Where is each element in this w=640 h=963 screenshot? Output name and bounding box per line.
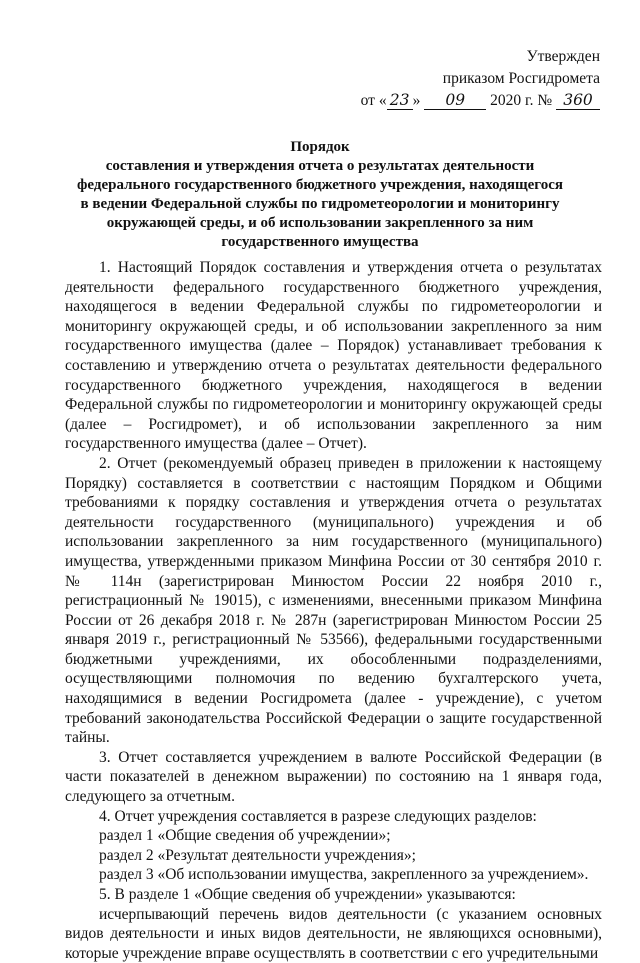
document-title — [40, 138, 600, 252]
paragraph-5: 5. В разделе 1 «Общие сведения об учреждении» указываются: — [99, 886, 516, 903]
title-line: окружающей среды, и об использовании закрепленного за ним — [106, 215, 534, 231]
approval-year-suffix: 2020 г. № — [490, 92, 553, 109]
section-item-2: раздел 2 «Результат деятельности учреждения»; — [99, 846, 416, 864]
title-line: в ведении Федеральной службы по гидрометеорологии и мониторингу — [80, 196, 560, 212]
approval-month-handwritten: 09 — [424, 92, 486, 110]
paragraph-2: 2. Отчет (рекомендуемый образец приведен в приложении к настоящему Порядку) составляется в соответствии с настоящим Порядком и Общими требованиями к порядку составления и утверждения отчета о результатах деятельности государственного (муниципального) учреждения и об использовании закрепленного за ним государственного (муниципального) имущества, утвержденными приказом Минфина России от 30 сентября 2010 г. № 114н (зарегистрирован Минюстом России 22 ноября 2010 г., регистрационный № 19015), с изменениями, внесенными приказом Минфина России от 26 декабря 2018 г. № 287н (зарегистрирован Минюстом России 25 января 2019 г., регистрационный № 53566), федеральными государственными бюджетными учреждениями, их обособленными подразделениями, осуществляющими полномочия по ведению бухгалтерского учета, находящимися в ведении Росгидромета (далее - учреждение), с учетом требований законодательства Российской Федерации о защите государственной тайны. — [65, 454, 602, 747]
document-body — [65, 258, 602, 963]
approval-from-prefix: от « — [360, 92, 387, 109]
title-line: государственного имущества — [221, 234, 419, 250]
approval-number-handwritten: 360 — [556, 92, 600, 110]
paragraph-4: 4. Отчет учреждения составляется в разрезе следующих разделов: — [99, 807, 537, 825]
title-heading: Порядок — [290, 139, 350, 155]
approval-day-handwritten: 23 — [387, 92, 413, 110]
title-line: федерального государственного бюджетного учреждения, находящегося — [77, 177, 563, 193]
section-item-3: раздел 3 «Об использовании имущества, закрепленного за учреждением». — [99, 866, 589, 884]
approval-from-mid: » — [412, 92, 421, 109]
paragraph-3: 3. Отчет составляется учреждением в валюте Российской Федерации (в части показателей в денежном выражении) по состоянию на 1 января года, следующего за отчетным. — [65, 748, 602, 806]
section-item-1: раздел 1 «Общие сведения об учреждении»; — [99, 827, 391, 845]
approval-line-1: Утвержден — [526, 48, 600, 65]
approval-date-line — [340, 90, 600, 112]
approval-stamp — [340, 46, 600, 112]
paragraph-5-text: исчерпывающий перечень видов деятельности (с указанием основных видов деятельности и иных видов деятельности, не являющихся основными), которые учреждение вправе осуществлять в соответствии с его учредительными — [65, 905, 602, 962]
paragraph-1: 1. Настоящий Порядок составления и утверждения отчета о результатах деятельности федерального государственного бюджетного учреждения, находящегося в ведении Федеральной службы по гидрометеорологии и мониторингу окружающей среды, и об использовании закрепленного за ним государственного имущества (далее – Порядок) устанавливает требования к составлению и утверждению отчета о результатах деятельности федерального государственного бюджетного учреждения, находящегося в ведении Федеральной службы по гидрометеорологии и мониторингу окружающей среды (далее – Росгидромет), и об использовании закрепленного за ним государственного имущества (далее – Отчет). — [65, 259, 602, 453]
title-line: составления и утверждения отчета о результатах деятельности — [105, 158, 535, 174]
approval-line-2: приказом Росгидромета — [442, 70, 600, 87]
